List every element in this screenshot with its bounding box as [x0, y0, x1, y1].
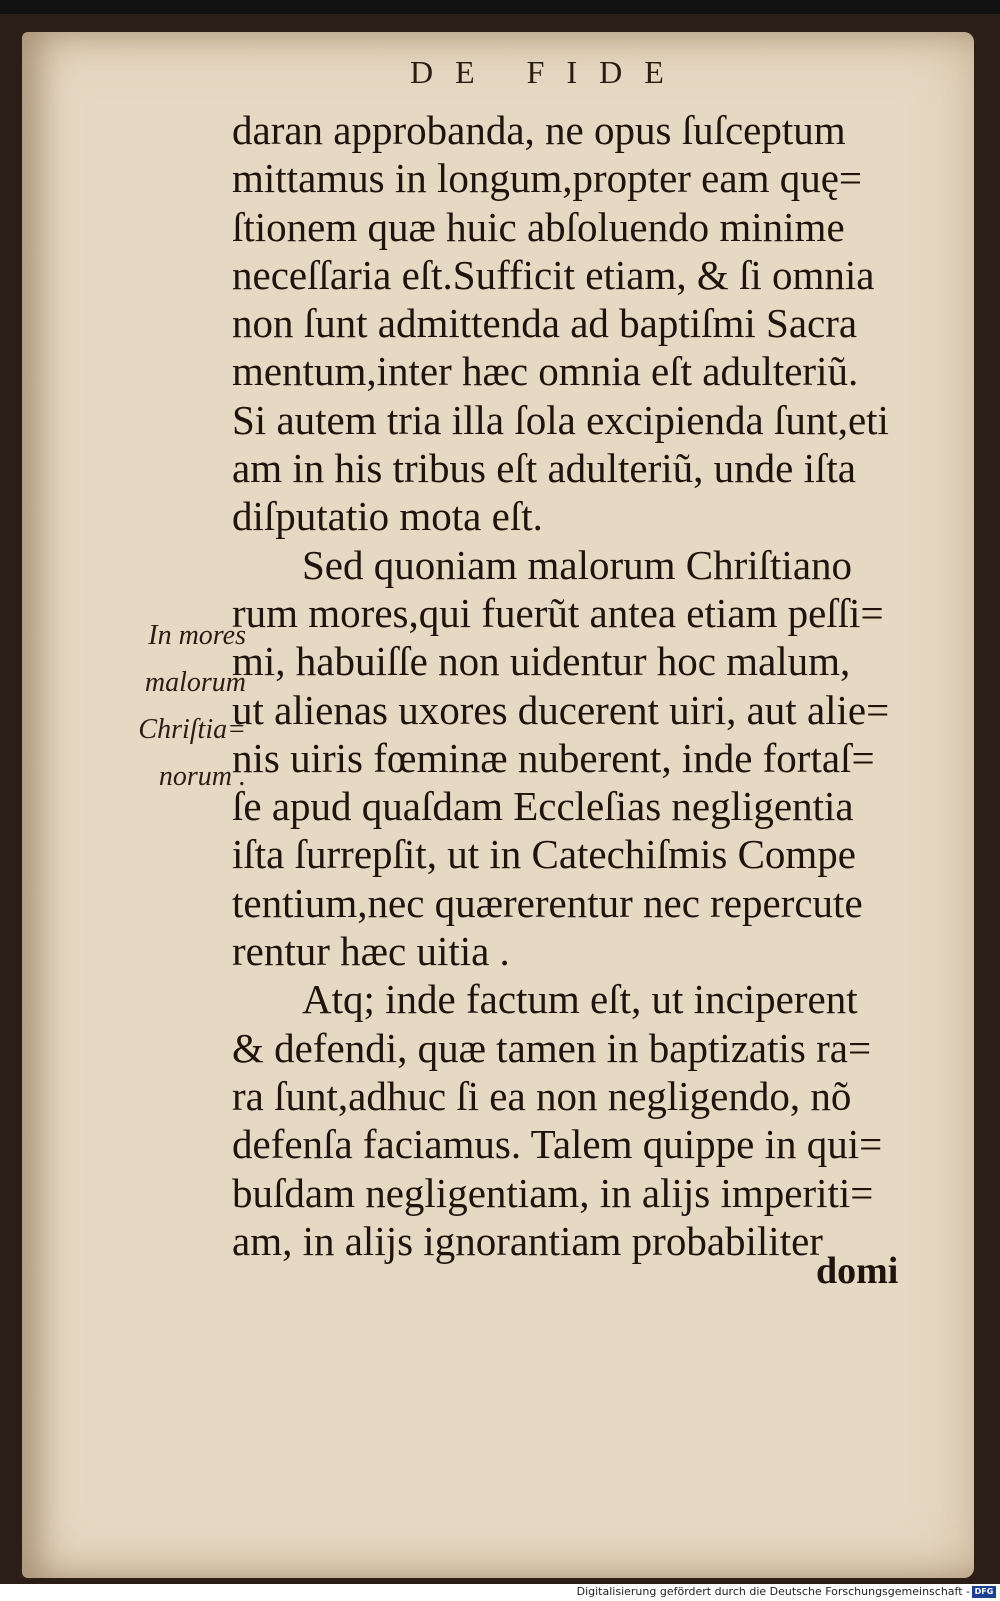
footer-bar [0, 1584, 1000, 1601]
marginal-note-line: Chriſtia= [138, 714, 246, 745]
text-line: rentur hæc uitia . [232, 928, 510, 975]
running-head: DE FIDE [410, 54, 686, 90]
text-line: neceſſaria eſt.Sufficit etiam, & ſi omnia [232, 251, 875, 298]
text-line: & defendi, quæ tamen in baptizatis ra= [232, 1024, 872, 1071]
dfg-logo: DFG [972, 1586, 996, 1598]
text-line: mentum,inter hæc omnia eſt adulteriũ. [232, 348, 859, 395]
text-line: Si autem tria illa ſola excipienda ſunt,eti [232, 396, 889, 443]
text-line: mi, habuiſſe non uidentur hoc malum, [232, 638, 851, 685]
text-line: rum mores,qui fuerũt antea etiam peſſi= [232, 589, 884, 636]
text-line: ſe apud quaſdam Eccleſias negligentia [232, 783, 854, 830]
text-line: defenſa faciamus. Talem quippe in qui= [232, 1121, 883, 1168]
text-line: tentium,nec quærerentur nec repercute [232, 879, 863, 926]
top-border [0, 0, 1000, 14]
text-line: ſtionem quæ huic abſoluendo minime [232, 203, 845, 250]
text-line: non ſunt admittenda ad baptiſmi Sacra [232, 300, 858, 347]
text-line: am in his tribus eſt adulteriũ, unde iſta [232, 445, 856, 492]
main-text [232, 106, 932, 1265]
marginal-note-line: norum . [158, 761, 246, 792]
catchword: domi [816, 1250, 899, 1292]
text-line: iſta ſurrepſit, ut in Catechiſmis Compe [232, 831, 857, 878]
text-line: mittamus in longum,propter eam quę= [232, 155, 863, 202]
marginal-note [96, 612, 246, 800]
text-line: Atq; inde factum eſt, ut inciperent [302, 976, 858, 1023]
text-line: am, in alijs ignorantiam probabiliter [232, 1217, 823, 1264]
text-line: buſdam negligentiam, in alijs imperiti= [232, 1169, 874, 1216]
text-line: ut alienas uxores ducerent uiri, aut alie= [232, 686, 890, 733]
text-line: diſputatio mota eſt. [232, 493, 543, 540]
text-line: daran approbanda, ne opus ſuſceptum [232, 107, 846, 153]
text-line: nis uiris fœminæ nuberent, inde fortaſ= [232, 734, 875, 781]
text-line: ra ſunt,adhuc ſi ea non negligendo, nõ [232, 1072, 852, 1119]
marginal-note-line: malorum [144, 667, 246, 698]
funding-credit: Digitalisierung gefördert durch die Deutsche Forschungsgemeinschaft - [576, 1585, 970, 1598]
marginal-note-line: In mores [148, 620, 246, 651]
text-line: Sed quoniam malorum Chriſtiano [302, 541, 853, 588]
